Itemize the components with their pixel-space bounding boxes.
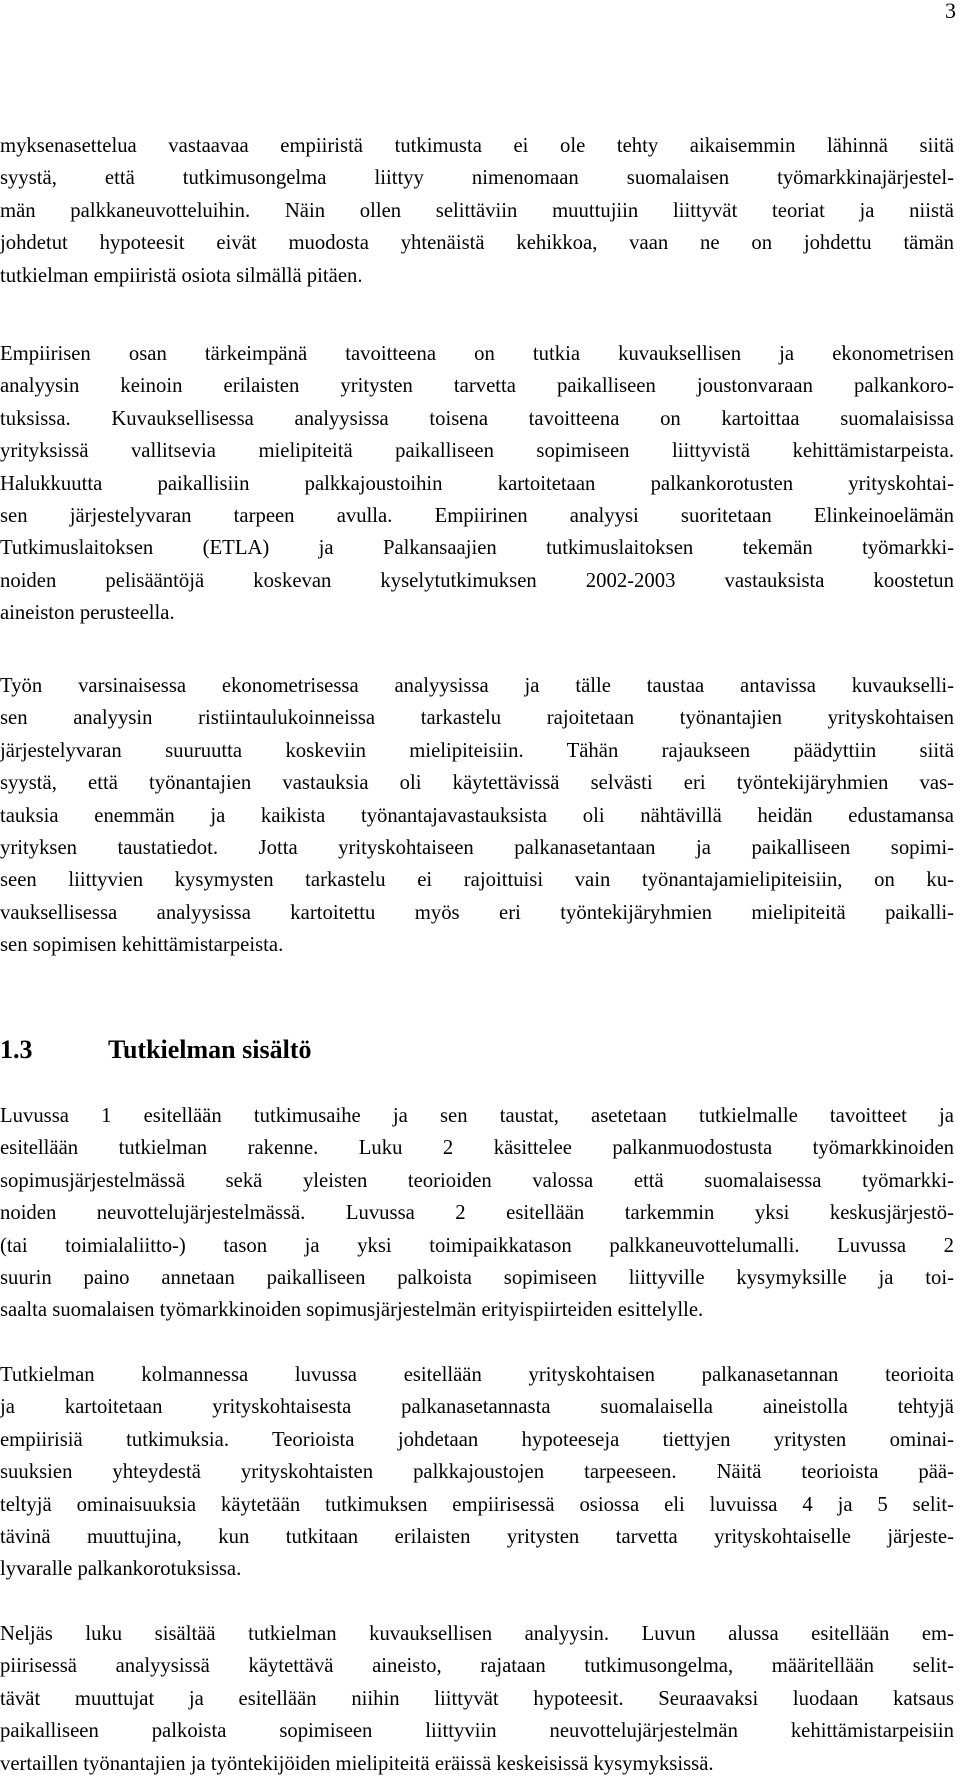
text-line: syystä, että työnantajien vastauksia oli käytettävissä selvästi eri työntekijäryhmien vas- bbox=[0, 772, 954, 795]
text-line: järjestelyvaran suuruutta koskeviin mielipiteisiin. Tähän rajaukseen päädyttiin siitä bbox=[0, 739, 954, 762]
text-line: noiden neuvottelujärjestelmässä. Luvussa 2 esitellään tarkemmin yksi keskusjärjestö- bbox=[0, 1202, 954, 1225]
text-line: tävät muuttujat ja esitellään niihin liittyvät hypoteesit. Seuraavaksi luodaan katsaus bbox=[0, 1687, 954, 1710]
text-line: johdetut hypoteesit eivät muodosta yhtenäistä kehikkoa, vaan ne on johdettu tämän bbox=[0, 232, 954, 255]
text-line: Empiirisen osan tärkeimpänä tavoitteena on tutkia kuvauksellisen ja ekonometrisen bbox=[0, 343, 954, 365]
text-line: noiden pelisääntöjä koskevan kyselytutkimuksen 2002-2003 vastauksista koostetun bbox=[0, 569, 954, 592]
text-line: Tutkielman kolmannessa luvussa esitellään yrityskohtaisen palkanasetannan teorioita bbox=[0, 1364, 954, 1386]
text-line: saalta suomalaisen työmarkkinoiden sopimusjärjestelmän erityispiirteiden esittelylle. bbox=[0, 1299, 704, 1322]
text-line: vauksellisessa analyysissa kartoitettu myös eri työntekijäryhmien mielipiteitä paikalli- bbox=[0, 901, 954, 924]
text-line: teltyjä ominaisuuksia käytetään tutkimuksen empiirisessä osiossa eli luvuissa 4 ja 5 selit- bbox=[0, 1493, 954, 1516]
section-title: Tutkielman sisältö bbox=[108, 1035, 312, 1064]
paragraph-intro-continued bbox=[0, 130, 954, 292]
text-line: ja kartoitetaan yrityskohtaisesta palkanasetannasta suomalaisella aineistolla tehtyjä bbox=[0, 1396, 954, 1419]
text-line: empiirisiä tutkimuksia. Teorioista johdetaan hypoteeseja tiettyjen yritysten ominai- bbox=[0, 1428, 954, 1451]
text-line: Tutkimuslaitoksen (ETLA) ja Palkansaajien tutkimuslaitoksen tekemän työmarkki- bbox=[0, 537, 954, 560]
text-line: tuksissa. Kuvauksellisessa analyysissa toisena tavoitteena on kartoittaa suomalaisissa bbox=[0, 407, 954, 430]
text-line: yrityksissä vallitsevia mielipiteitä paikalliseen sopimiseen liittyvistä kehittämistarpeista. bbox=[0, 440, 954, 463]
text-line: män palkkaneuvotteluihin. Näin ollen selittäviin muuttujiin liittyvät teoriat ja niistä bbox=[0, 199, 954, 222]
text-line: vertaillen työnantajien ja työntekijöiden mielipiteitä eräissä keskeisissä kysymyksissä. bbox=[0, 1752, 714, 1775]
text-line: paikalliseen palkoista sopimiseen liittyviin neuvottelujärjestelmän kehittämistarpeisiin bbox=[0, 1720, 954, 1743]
text-line: lyvaralle palkankorotuksissa. bbox=[0, 1558, 242, 1581]
section-number: 1.3 bbox=[0, 1035, 33, 1064]
text-line: Halukkuutta paikallisiin palkkajoustoihin kartoitetaan palkankorotusten yrityskohtai- bbox=[0, 472, 954, 495]
text-line: aineiston perusteella. bbox=[0, 602, 175, 625]
text-line: esitellään tutkielman rakenne. Luku 2 käsittelee palkanmuodostusta työmarkkinoiden bbox=[0, 1137, 954, 1160]
text-line: yrityksen taustatiedot. Jotta yrityskohtaiseen palkanasetantaan ja paikalliseen sopimi- bbox=[0, 837, 954, 860]
text-line: seen liittyvien kysymysten tarkastelu ei rajoittuisi vain työnantajamielipiteisiin, on ku- bbox=[0, 869, 954, 892]
text-line: tutkielman empiiristä osiota silmällä pitäen. bbox=[0, 264, 363, 287]
text-line: sen analyysin ristiintaulukoinneissa tarkastelu rajoitetaan työnantajien yrityskohtaisen bbox=[0, 707, 954, 730]
text-line: sopimusjärjestelmässä sekä yleisten teorioiden valossa että suomalaisessa työmarkki- bbox=[0, 1169, 954, 1192]
text-line: Työn varsinaisessa ekonometrisessa analyysissa ja tälle taustaa antavissa kuvaukselli- bbox=[0, 675, 954, 697]
text-line: myksenasettelua vastaavaa empiiristä tutkimusta ei ole tehty aikaisemmin lähinnä siitä bbox=[0, 135, 954, 157]
text-line: Neljäs luku sisältää tutkielman kuvauksellisen analyysin. Luvun alussa esitellään em- bbox=[0, 1623, 954, 1645]
text-line: sen sopimisen kehittämistarpeista. bbox=[0, 934, 284, 957]
paragraph-econometric-analysis bbox=[0, 670, 954, 962]
paragraph-chapter-four bbox=[0, 1618, 954, 1780]
text-line: piirisessä analyysissä käytettävä aineisto, rajataan tutkimusongelma, määritellään selit- bbox=[0, 1655, 954, 1678]
text-line: (tai toimialaliitto-) tason ja yksi toimipaikkatason palkkaneuvottelumalli. Luvussa 2 bbox=[0, 1234, 954, 1257]
text-line: sen järjestelyvaran tarpeen avulla. Empiirinen analyysi suoritetaan Elinkeinoelämän bbox=[0, 505, 954, 528]
paragraph-empirical-goal bbox=[0, 338, 954, 630]
section-heading bbox=[0, 1034, 311, 1065]
text-line: syystä, että tutkimusongelma liittyy nimenomaan suomalaisen työmarkkinajärjestel- bbox=[0, 167, 954, 190]
paragraph-chapter-three bbox=[0, 1359, 954, 1586]
page-number: 3 bbox=[945, 0, 956, 23]
paragraph-chapter-overview bbox=[0, 1100, 954, 1327]
text-line: tauksia enemmän ja kaikista työnantajavastauksista oli nähtävillä heidän edustamansa bbox=[0, 804, 954, 827]
text-line: Luvussa 1 esitellään tutkimusaihe ja sen taustat, asetetaan tutkielmalle tavoitteet ja bbox=[0, 1105, 954, 1127]
text-line: suurin paino annetaan paikalliseen palkoista sopimiseen liittyville kysymyksille ja toi- bbox=[0, 1267, 954, 1290]
text-line: suuksien yhteydestä yrityskohtaisten palkkajoustojen tarpeeseen. Näitä teorioista pää- bbox=[0, 1461, 954, 1484]
text-line: tävinä muuttujina, kun tutkitaan erilaisten yritysten tarvetta yrityskohtaiselle järjeste- bbox=[0, 1526, 954, 1549]
text-line: analyysin keinoin erilaisten yritysten tarvetta paikalliseen joustonvaraan palkankoro- bbox=[0, 375, 954, 398]
